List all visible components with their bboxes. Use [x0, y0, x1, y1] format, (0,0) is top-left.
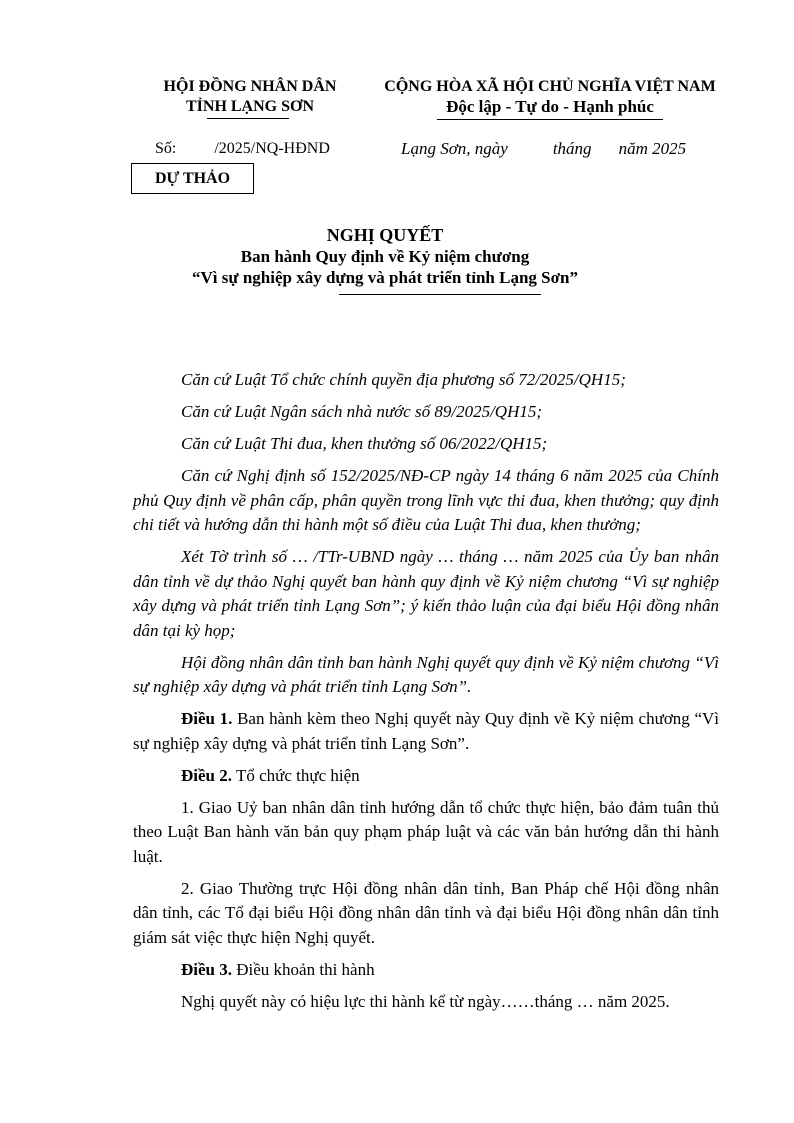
article-2-item-1: 1. Giao Uỷ ban nhân dân tỉnh hướng dẫn tổ chức thực hiện, bảo đảm tuân thủ theo Luật Ban hành văn bản quy phạm pháp luật và các văn bản hướng dẫn thi hành luật. — [133, 797, 719, 866]
title-sub1: Ban hành Quy định về Kỷ niệm chương — [240, 247, 530, 266]
date-month: tháng — [552, 139, 592, 158]
article-3 — [133, 958, 719, 983]
title-underline — [339, 294, 541, 295]
national-motto: Độc lập - Tự do - Hạnh phúc — [446, 97, 654, 116]
article-1 — [133, 707, 719, 756]
document-title — [100, 225, 670, 288]
authority-underline — [207, 118, 289, 119]
draft-stamp — [131, 163, 254, 194]
so-label: Số: — [155, 140, 177, 157]
article-3-text: Điều khoản thi hành — [232, 959, 375, 979]
preamble-item: Căn cứ Luật Thi đua, khen thưởng số 06/2022/QH15; — [181, 434, 548, 453]
article-2-label: Điều 2. — [181, 765, 232, 785]
article-1-text: Ban hành kèm theo Nghị quyết này Quy định về Kỷ niệm chương “Vì sự nghiệp xây dựng và phát triển tỉnh Lạng Sơn”. — [133, 709, 720, 753]
preamble-item: Căn cứ Luật Tổ chức chính quyền địa phương số 72/2025/QH15; — [181, 370, 626, 389]
article-3-label: Điều 3. — [181, 959, 232, 979]
preamble-item: Xét Tờ trình số … /TTr-UBND ngày … tháng … năm 2025 của Ủy ban nhân dân tỉnh về dự thảo Nghị quyết ban hành quy định về Kỷ niệm chương “Vì sự nghiệp xây dựng và phát triển tỉnh Lạng Sơn”; ý kiến thảo luận của đại biểu Hội đồng nhân dân tại kỳ họp; — [133, 547, 719, 640]
national-header — [360, 77, 740, 117]
article-2 — [133, 764, 719, 789]
so-number: /2025/NQ-HĐND — [214, 140, 330, 157]
council-name: HỘI ĐỒNG NHÂN DÂN — [163, 78, 337, 95]
nation-name: CỘNG HÒA XÃ HỘI CHỦ NGHĨA VIỆT NAM — [384, 78, 716, 95]
article-2-item-2: 2. Giao Thường trực Hội đồng nhân dân tỉnh, Ban Pháp chế Hội đồng nhân dân tỉnh, các Tổ đại biểu Hội đồng nhân dân tỉnh và đại biểu Hội đồng nhân dân tỉnh giám sát việc thực hiện Nghị quyết. — [133, 878, 719, 947]
date-year: năm 2025 — [618, 139, 687, 158]
issuing-authority — [140, 77, 360, 117]
document-body — [133, 368, 719, 1022]
preamble-item: Hội đồng nhân dân tỉnh ban hành Nghị quyết quy định về Kỷ niệm chương “Vì sự nghiệp xây dựng và phát triển tỉnh Lạng Sơn”. — [133, 652, 719, 696]
article-3-item-1: Nghị quyết này có hiệu lực thi hành kể từ ngày……tháng … năm 2025. — [181, 991, 670, 1011]
document-date — [401, 139, 686, 159]
article-2-text: Tổ chức thực hiện — [232, 765, 360, 785]
preamble-item: Căn cứ Nghị định số 152/2025/NĐ-CP ngày 14 tháng 6 năm 2025 của Chính phủ Quy định về phân cấp, phân quyền trong lĩnh vực thi đua, khen thưởng; quy định chi tiết và hướng dẫn thi hành một số điều của Luật Thi đua, khen thưởng; — [133, 466, 719, 534]
motto-underline — [437, 119, 663, 120]
title-main: NGHỊ QUYẾT — [326, 225, 444, 245]
preamble-item: Căn cứ Luật Ngân sách nhà nước số 89/2025/QH15; — [181, 402, 543, 421]
article-1-label: Điều 1. — [181, 709, 233, 728]
date-place: Lạng Sơn, ngày — [401, 139, 508, 158]
title-sub2: “Vì sự nghiệp xây dựng và phát triển tỉnh Lạng Sơn” — [192, 268, 578, 287]
draft-label: DỰ THẢO — [154, 169, 231, 187]
document-number — [155, 140, 330, 158]
province-name: TỈNH LẠNG SƠN — [185, 98, 315, 115]
